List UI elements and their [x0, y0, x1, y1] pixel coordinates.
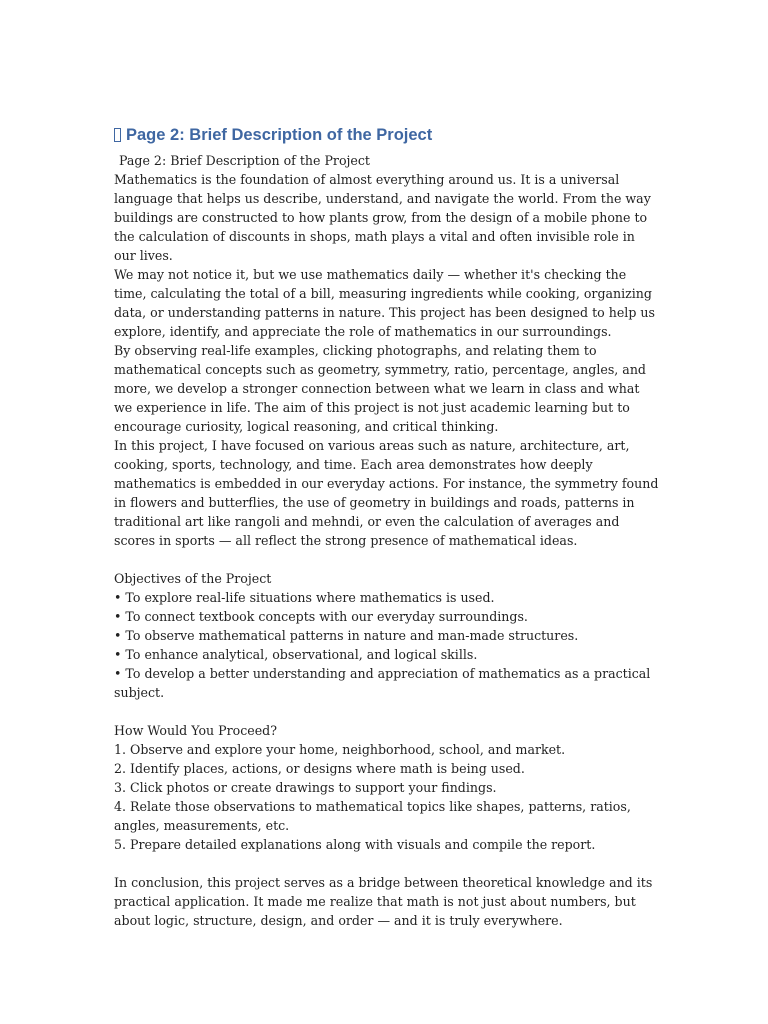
spacer — [114, 550, 659, 569]
objective-item: • To develop a better understanding and appreciation of mathematics as a practical subject. — [114, 666, 651, 700]
spacer — [114, 854, 659, 873]
objective-item: • To connect textbook concepts with our everyday surroundings. — [114, 609, 528, 624]
intro-paragraph: Mathematics is the foundation of almost everything around us. It is a universal language that helps us describe, understand, and navigate the world. From the way buildings are constructed to how plants grow, from the design of a mobile phone to the calculation of discounts in shops, math plays a vital and often invisible role in our lives. — [114, 172, 651, 263]
procedure-step: 1. Observe and explore your home, neighborhood, school, and market. — [114, 742, 566, 757]
page-heading-text: Page 2: Brief Description of the Project — [126, 125, 433, 144]
objectives-list — [114, 588, 659, 702]
objectives-title: Objectives of the Project — [114, 571, 272, 586]
missing-glyph-icon — [114, 128, 121, 142]
objective-item: • To enhance analytical, observational, and logical skills. — [114, 647, 478, 662]
procedure-step: 2. Identify places, actions, or designs where math is being used. — [114, 761, 525, 776]
conclusion-paragraph: In conclusion, this project serves as a bridge between theoretical knowledge and its practical application. It made me realize that math is not just about numbers, but about logic, structure, design, and order — and it is truly everywhere. — [114, 875, 653, 928]
page-heading — [114, 122, 659, 148]
spacer — [114, 702, 659, 721]
procedure-step: 5. Prepare detailed explanations along with visuals and compile the report. — [114, 837, 596, 852]
document-page — [114, 122, 659, 930]
procedure-step: 4. Relate those observations to mathematical topics like shapes, patterns, ratios, angles, measurements, etc. — [114, 799, 631, 833]
procedure-step: 3. Click photos or create drawings to support your findings. — [114, 780, 497, 795]
objective-item: • To explore real-life situations where mathematics is used. — [114, 590, 495, 605]
intro-paragraph: We may not notice it, but we use mathematics daily — whether it's checking the time, calculating the total of a bill, measuring ingredients while cooking, organizing data, or understanding patterns in nature. This project has been designed to help us explore, identify, and appreciate the role of mathematics in our surroundings. — [114, 267, 655, 339]
procedure-title: How Would You Proceed? — [114, 723, 277, 738]
intro-paragraph: By observing real-life examples, clicking photographs, and relating them to mathematical concepts such as geometry, symmetry, ratio, percentage, angles, and more, we develop a stronger connection between what we learn in class and what we experience in life. The aim of this project is not just academic learning but to encourage curiosity, logical reasoning, and critical thinking. — [114, 343, 646, 434]
objective-item: • To observe mathematical patterns in nature and man-made structures. — [114, 628, 579, 643]
intro-paragraph: In this project, I have focused on various areas such as nature, architecture, art, cooking, sports, technology, and time. Each area demonstrates how deeply mathematics is embedded in our everyday actions. For instance, the symmetry found in flowers and butterflies, the use of geometry in buildings and roads, patterns in traditional art like rangoli and mehndi, or even the calculation of averages and scores in sports — all reflect the strong presence of mathematical ideas. — [114, 438, 659, 548]
page-subtitle: Page 2: Brief Description of the Project — [119, 153, 370, 168]
procedure-steps — [114, 740, 659, 854]
